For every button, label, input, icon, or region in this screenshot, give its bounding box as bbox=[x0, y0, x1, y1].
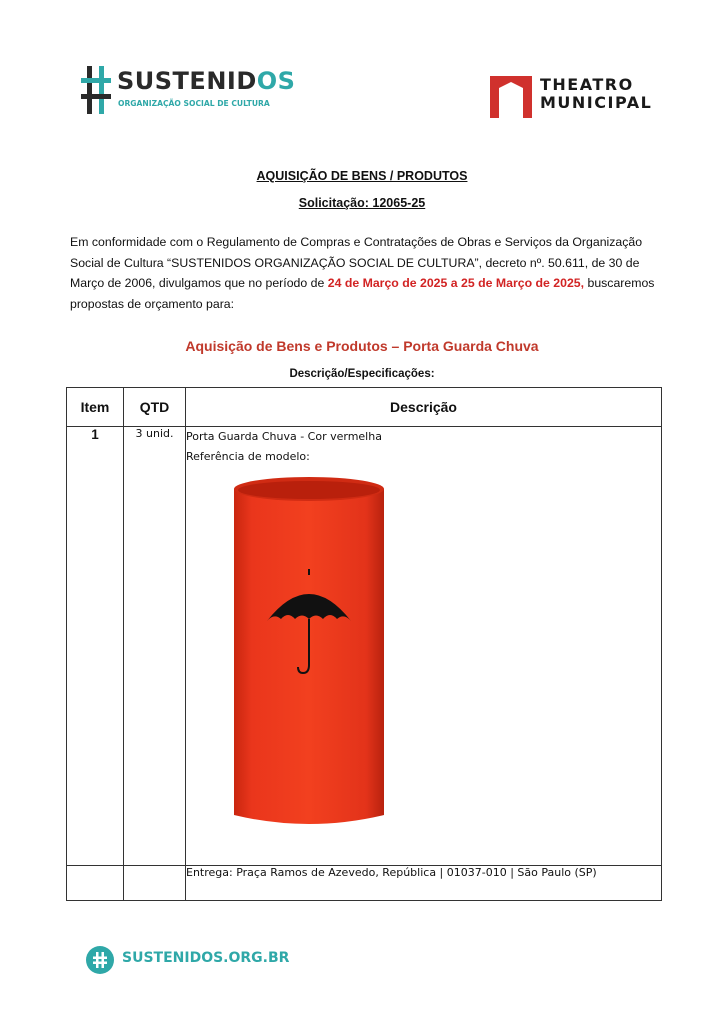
sustenidos-wordmark: SUSTENIDOS bbox=[117, 67, 296, 95]
delivery-info: Entrega: Praça Ramos de Azevedo, República | 01037-010 | São Paulo (SP) bbox=[186, 866, 662, 901]
empty-cell bbox=[67, 866, 124, 901]
document-title: AQUISIÇÃO DE BENS / PRODUTOS bbox=[256, 169, 468, 183]
header-qtd: QTD bbox=[124, 388, 186, 427]
request-number: Solicitação: 12065-25 bbox=[298, 196, 426, 210]
item-number: 1 bbox=[67, 427, 124, 866]
table-header-row bbox=[67, 388, 662, 427]
hash-circle-icon bbox=[86, 946, 114, 974]
theatro-municipal-logo bbox=[490, 72, 660, 118]
sustenidos-subtitle: ORGANIZAÇÃO SOCIAL DE CULTURA bbox=[118, 99, 270, 108]
footer-website bbox=[86, 946, 290, 976]
theatro-wordmark: THEATRO MUNICIPAL bbox=[540, 75, 653, 112]
umbrella-stand-image bbox=[232, 475, 386, 829]
model-reference-label: Referência de modelo: bbox=[186, 450, 310, 463]
item-quantity: 3 unid. bbox=[124, 427, 186, 866]
empty-cell bbox=[124, 866, 186, 901]
period-highlight: 24 de Março de 2025 a 25 de Março de 2025, bbox=[327, 276, 585, 290]
items-table bbox=[66, 387, 662, 901]
website-link[interactable]: SUSTENIDOS.ORG.BR bbox=[122, 950, 290, 966]
section-title: Aquisição de Bens e Produtos – Porta Guarda Chuva bbox=[185, 338, 539, 354]
hash-icon bbox=[80, 64, 114, 116]
theatro-arch-icon bbox=[490, 74, 532, 118]
header-descricao: Descrição bbox=[186, 388, 662, 427]
sustenidos-logo bbox=[80, 64, 296, 118]
item-description-cell bbox=[186, 427, 662, 866]
table-row-delivery bbox=[67, 866, 662, 901]
intro-paragraph: Em conformidade com o Regulamento de Compras e Contratações de Obras e Serviços da Organização Social de Cultura “SUSTENIDOS ORGANIZAÇÃO SOCIAL DE CULTURA”, decreto nº. 50.611, de 30 de Março de 2006, divulgamos que no período de 24 de Março de 2025 a 25 de Março de 2025, buscaremos propostas de orçamento para: bbox=[70, 235, 655, 311]
header-item: Item bbox=[67, 388, 124, 427]
item-description: Porta Guarda Chuva - Cor vermelha bbox=[186, 430, 382, 443]
table-row bbox=[67, 427, 662, 866]
specifications-label: Descrição/Especificações: bbox=[289, 368, 435, 380]
